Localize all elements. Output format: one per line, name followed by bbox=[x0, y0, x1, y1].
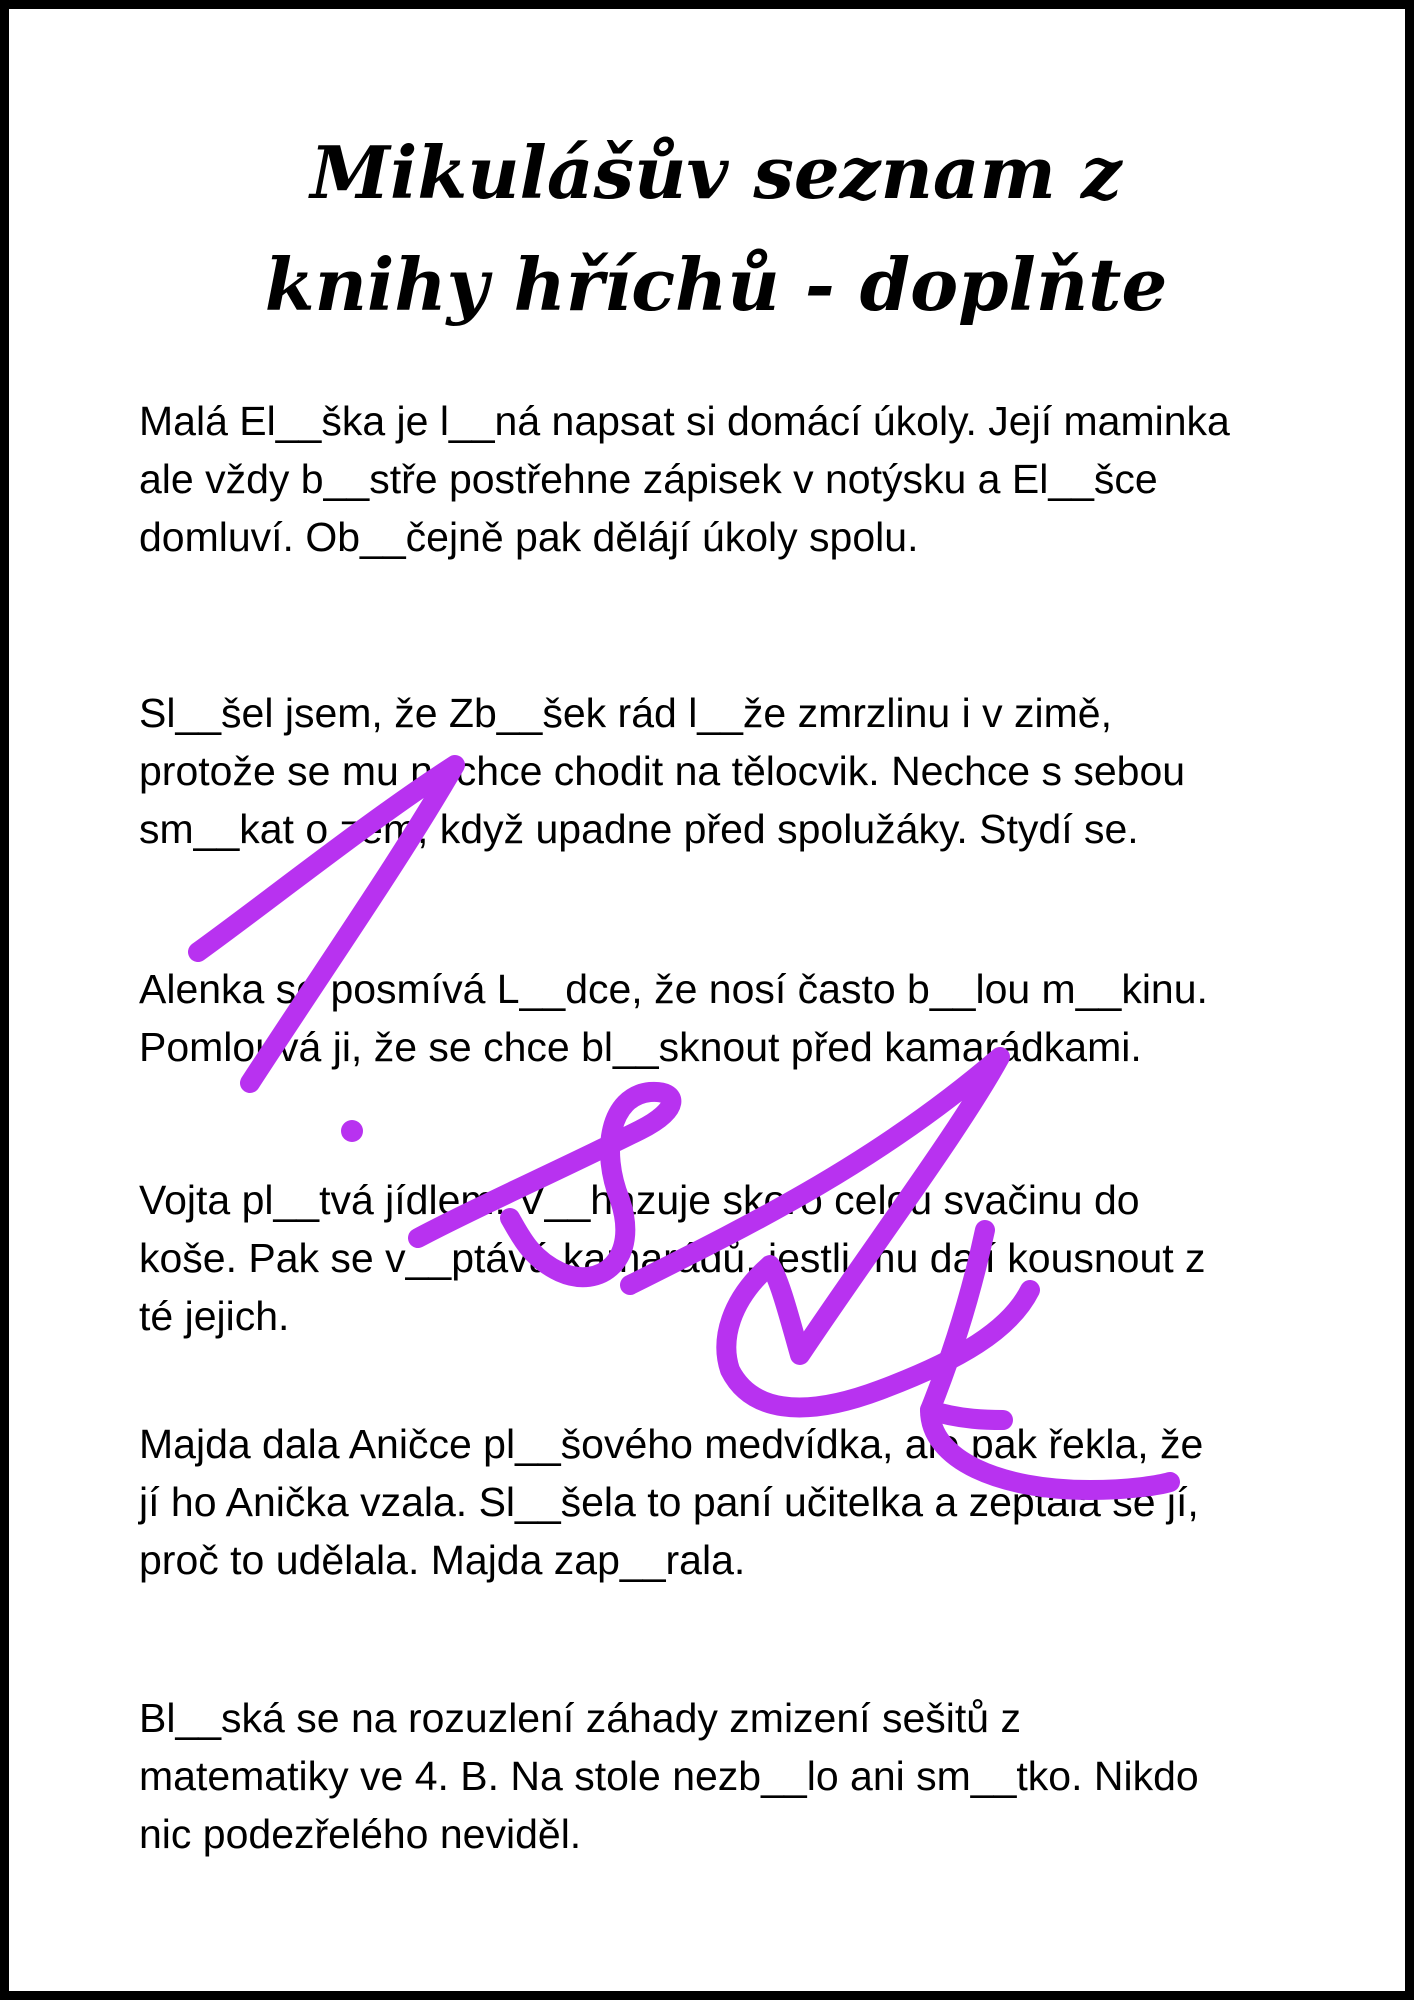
title-line-1: Mikulášův seznam z bbox=[310, 130, 1122, 215]
paragraph-line: protože se mu nechce chodit na tělocvik. Nechce s sebou bbox=[139, 748, 1186, 794]
paragraph-line: Pomlouvá ji, že se chce bl__sknout před kamarádkami. bbox=[139, 1024, 1142, 1070]
exercise-paragraph-6 bbox=[139, 1689, 1299, 1863]
paragraph-line: matematiky ve 4. B. Na stole nezb__lo ani sm__tko. Nikdo bbox=[139, 1753, 1199, 1799]
paragraph-line: té jejich. bbox=[139, 1293, 290, 1339]
title-line-2: knihy hříchů - doplňte bbox=[264, 242, 1168, 327]
paragraph-line: jí ho Anička vzala. Sl__šela to paní učitelka a zeptala se jí, bbox=[139, 1479, 1199, 1525]
exercise-paragraph-3 bbox=[139, 960, 1299, 1076]
paragraph-line: Bl__ská se na rozuzlení záhady zmizení sešitů z bbox=[139, 1695, 1021, 1741]
exercise-paragraph-4 bbox=[139, 1171, 1299, 1345]
paragraph-line: Malá El__ška je l__ná napsat si domácí úkoly. Její maminka bbox=[139, 398, 1230, 444]
exercise-paragraph-5 bbox=[139, 1415, 1299, 1589]
paragraph-line: koše. Pak se v__ptává kamarádů, jestli mu dají kousnout z bbox=[139, 1235, 1206, 1281]
paragraph-line: sm__kat o zem, když upadne před spolužáky. Stydí se. bbox=[139, 806, 1139, 852]
exercise-paragraph-1 bbox=[139, 392, 1299, 566]
paragraph-line: nic podezřelého neviděl. bbox=[139, 1811, 582, 1857]
worksheet-title bbox=[9, 117, 1414, 341]
paragraph-line: Sl__šel jsem, že Zb__šek rád l__že zmrzlinu i v zimě, bbox=[139, 690, 1112, 736]
exercise-paragraph-2 bbox=[139, 684, 1299, 858]
paragraph-line: proč to udělala. Majda zap__rala. bbox=[139, 1537, 746, 1583]
paragraph-line: Vojta pl__tvá jídlem. V__hazuje skoro celou svačinu do bbox=[139, 1177, 1140, 1223]
paragraph-line: Alenka se posmívá L__dce, že nosí často b__lou m__kinu. bbox=[139, 966, 1208, 1012]
paragraph-line: Majda dala Aničce pl__šového medvídka, ale pak řekla, že bbox=[139, 1421, 1204, 1467]
paragraph-line: ale vždy b__stře postřehne zápisek v notýsku a El__šce bbox=[139, 456, 1158, 502]
paragraph-line: domluví. Ob__čejně pak dělájí úkoly spolu. bbox=[139, 514, 919, 560]
